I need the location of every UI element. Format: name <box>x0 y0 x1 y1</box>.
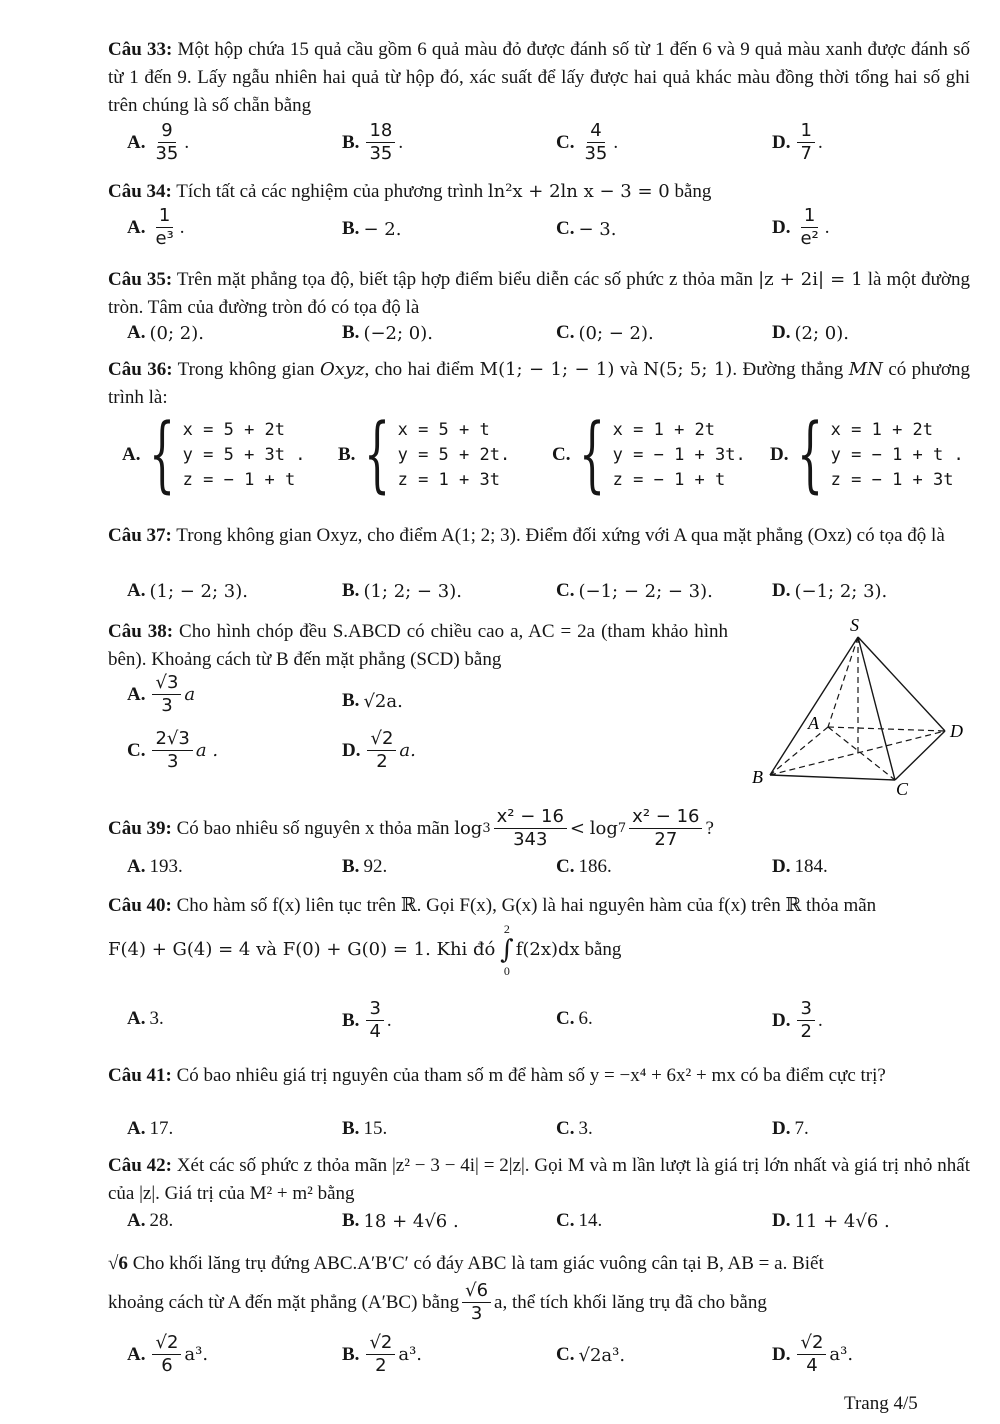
numerator: √3 <box>152 672 181 695</box>
option-value: 14. <box>578 1210 603 1231</box>
option-c[interactable] <box>556 1344 625 1366</box>
option-label: A. <box>127 1118 146 1139</box>
space-name: Oxyz <box>319 359 365 380</box>
option-label: B. <box>342 580 360 601</box>
option-label: D. <box>772 1118 791 1139</box>
option-tail: a³. <box>829 1344 854 1365</box>
system-line: z = − 1 + t <box>612 469 726 490</box>
vertex-d: D <box>950 721 963 741</box>
fraction <box>797 120 814 165</box>
option-value: 186. <box>578 856 612 877</box>
option-b[interactable] <box>338 407 511 502</box>
question-number: Câu 37: <box>108 525 172 546</box>
less-than: < <box>569 817 586 839</box>
question-text: Trên mặt phẳng tọa độ, biết tập hợp điểm biểu diễn các số phức z thỏa mãn <box>176 269 754 290</box>
fraction <box>629 806 702 851</box>
option-d[interactable] <box>772 322 849 344</box>
option-label: B. <box>338 444 356 465</box>
option-value: (−1; − 2; − 3). <box>578 580 713 602</box>
question-33 <box>108 36 970 120</box>
option-label: A. <box>127 683 146 705</box>
question-number: Câu 39: <box>108 817 172 839</box>
option-a[interactable] <box>127 322 204 344</box>
edge-sc <box>858 637 895 780</box>
fraction <box>366 1332 395 1377</box>
option-c[interactable] <box>556 218 616 240</box>
question-text: , cho hai điểm <box>364 359 475 380</box>
question-text: Trong không gian Oxyz, cho điểm A(1; 2; 3). Điểm đối xứng với A qua mặt phẳng (Oxz) có tọa độ là <box>176 525 945 546</box>
option-b[interactable] <box>342 1210 459 1232</box>
option-label: D. <box>772 580 791 601</box>
option-label: A. <box>127 131 146 153</box>
denominator: 343 <box>513 829 548 850</box>
option-c[interactable] <box>552 407 746 502</box>
option-label: A. <box>127 216 146 238</box>
numerator: x² − 16 <box>494 806 567 829</box>
log-base: 7 <box>617 820 627 836</box>
question-text: Xét các số phức z thỏa mãn |z² − 3 − 4i| = 2|z|. Gọi M và m lần lượt là giá trị lớn nhất và giá trị nhỏ nhất của |z|. Giá trị của M² + m² bằng <box>108 1155 970 1204</box>
question-number: Câu 34: <box>108 181 172 202</box>
vertex-b: B <box>752 767 763 787</box>
system-line: x = 5 + t <box>397 419 490 440</box>
option-label: C. <box>556 131 575 153</box>
question-end: bằng <box>584 939 622 960</box>
log-symbol: log <box>589 817 618 839</box>
question-text: Tích tất cả các nghiệm của phương trình <box>176 181 484 202</box>
option-c[interactable] <box>127 728 218 773</box>
system-line: z = − 1 + 3t <box>830 469 954 490</box>
question-end: là một đường tròn. Tâm của đường tròn đó có tọa độ là <box>108 269 971 318</box>
question-43 <box>108 1250 970 1278</box>
option-value: 6. <box>578 1008 593 1029</box>
option-label: A. <box>127 322 146 343</box>
integral-icon: 2 ∫ 0 <box>500 922 514 978</box>
option-tail: a <box>184 684 196 705</box>
option-label: B. <box>342 1009 360 1031</box>
fraction <box>797 205 821 250</box>
denominator: 2 <box>375 1355 387 1376</box>
denominator: 27 <box>654 829 678 850</box>
option-label: A. <box>127 580 146 601</box>
option-label: B. <box>342 1343 360 1365</box>
option-a[interactable] <box>127 1210 173 1232</box>
fraction <box>494 806 567 851</box>
numerator: 18 <box>366 120 395 143</box>
upper-bound: 2 <box>503 922 510 936</box>
option-value: (−1; 2; 3). <box>794 580 888 602</box>
option-a[interactable] <box>127 856 183 878</box>
option-c[interactable] <box>556 856 612 878</box>
option-b[interactable] <box>342 856 387 878</box>
question-40 <box>108 892 970 920</box>
option-value: 92. <box>363 856 388 877</box>
option-label: C. <box>556 1008 575 1029</box>
denominator: 3 <box>161 695 173 716</box>
equation-system <box>144 407 306 502</box>
fraction <box>797 1332 826 1377</box>
option-tail: a . <box>195 740 219 761</box>
option-label: A. <box>127 1008 146 1029</box>
equation: ln²x + 2ln x − 3 = 0 <box>487 181 670 202</box>
option-value: (1; 2; − 3). <box>363 580 462 602</box>
option-value: 28. <box>149 1210 174 1231</box>
option-d[interactable] <box>772 205 830 250</box>
option-tail: a. <box>399 740 416 761</box>
page-footer: Trang 4/5 <box>844 1393 918 1414</box>
system-line: x = 1 + 2t <box>830 419 934 440</box>
question-end: bằng <box>674 181 712 202</box>
question-number: √6 <box>108 1253 128 1274</box>
option-tail: . <box>179 216 185 238</box>
question-number: Câu 35: <box>108 269 173 290</box>
fraction <box>152 120 181 165</box>
edge-cd <box>895 731 945 780</box>
numerator: √2 <box>797 1332 826 1355</box>
question-40-cont <box>108 922 970 978</box>
option-value: √2a³. <box>578 1344 626 1366</box>
option-label: C. <box>556 1118 575 1139</box>
denominator: 3 <box>166 751 179 772</box>
fraction <box>366 120 395 165</box>
question-34 <box>108 178 970 206</box>
denominator: 4 <box>369 1021 381 1042</box>
option-d[interactable] <box>772 998 823 1043</box>
edge-sa <box>828 637 858 727</box>
option-tail: . <box>824 216 830 238</box>
option-a[interactable] <box>127 580 248 602</box>
option-value: 3. <box>149 1008 164 1029</box>
question-text: Có bao nhiêu giá trị nguyên của tham số m để hàm số y = −x⁴ + 6x² + mx có ba điểm cực trị? <box>176 1065 886 1086</box>
question-text: Cho hàm số f(x) liên tục trên ℝ. Gọi F(x), G(x) là hai nguyên hàm của f(x) trên ℝ thỏa mãn <box>176 895 877 916</box>
edge-ad <box>828 727 945 731</box>
option-b[interactable] <box>342 1332 422 1377</box>
option-label: A. <box>122 444 141 465</box>
option-tail: . <box>817 131 823 153</box>
numerator: 1 <box>797 120 814 143</box>
question-text: Trong không gian <box>177 359 315 380</box>
system-line: x = 5 + 2t <box>182 419 286 440</box>
option-tail: . <box>184 131 190 153</box>
option-b[interactable] <box>342 120 403 165</box>
denominator: e³ <box>155 228 174 249</box>
option-a[interactable] <box>127 120 189 165</box>
question-number: Câu 36: <box>108 359 173 380</box>
option-b[interactable] <box>342 998 392 1043</box>
question-number: Câu 40: <box>108 895 172 916</box>
numerator: 3 <box>797 998 814 1021</box>
option-value: − 3. <box>578 218 617 240</box>
option-label: D. <box>772 322 791 343</box>
answer-row-40 <box>0 998 1000 1048</box>
system-line: x = 1 + 2t <box>612 419 716 440</box>
option-d[interactable] <box>772 1118 809 1140</box>
option-label: D. <box>772 1210 791 1231</box>
option-value: 11 + 4√6 . <box>794 1210 890 1232</box>
option-d[interactable] <box>772 1332 853 1377</box>
option-value: √2a. <box>363 690 403 712</box>
answer-row-36 <box>0 407 1000 506</box>
option-label: D. <box>772 216 791 238</box>
option-label: A. <box>127 856 146 877</box>
option-label: C. <box>556 1344 575 1365</box>
option-value: 3. <box>578 1118 593 1139</box>
numerator: √6 <box>462 1280 491 1303</box>
option-label: D. <box>772 856 791 877</box>
question-text: . Đường thẳng <box>732 359 844 380</box>
log-base: 3 <box>482 820 491 836</box>
option-d[interactable] <box>772 120 823 165</box>
denominator: 2 <box>376 751 388 772</box>
question-37 <box>108 522 970 550</box>
point-m: M(1; − 1; − 1) <box>479 359 615 380</box>
question-text: Cho khối lăng trụ đứng ABC.A′B′C′ có đáy ABC là tam giác vuông cân tại B, AB = a. Biết <box>132 1253 824 1274</box>
option-label: C. <box>127 739 146 761</box>
question-38 <box>108 618 728 674</box>
vertex-a: A <box>808 713 819 733</box>
option-b[interactable] <box>342 690 403 712</box>
option-tail: . <box>817 1009 823 1031</box>
fraction <box>367 728 396 773</box>
option-d[interactable] <box>772 1210 890 1232</box>
numerator: 4 <box>587 120 604 143</box>
option-value: 18 + 4√6 . <box>363 1210 459 1232</box>
option-value: − 2. <box>363 218 402 240</box>
denominator: 2 <box>800 1021 812 1042</box>
option-label: B. <box>342 131 360 153</box>
option-value: (1; − 2; 3). <box>149 580 248 602</box>
option-label: B. <box>342 218 360 239</box>
edge-bc <box>770 775 895 780</box>
fraction <box>797 998 814 1043</box>
option-d[interactable] <box>772 856 828 878</box>
question-text: Có bao nhiêu số nguyên x thỏa mãn <box>176 817 450 839</box>
option-label: D. <box>772 1343 791 1365</box>
system-line: y = − 1 + t . <box>830 444 964 465</box>
fraction <box>152 672 181 717</box>
option-label: D. <box>342 739 361 761</box>
question-text: có phương trình là: <box>108 359 971 408</box>
answer-row-38 <box>0 672 720 792</box>
option-value: (0; − 2). <box>578 322 654 344</box>
option-c[interactable] <box>556 322 654 344</box>
numerator: √2 <box>152 1332 181 1355</box>
option-label: C. <box>556 218 575 239</box>
option-label: B. <box>342 322 360 343</box>
fraction <box>152 1332 181 1377</box>
option-b[interactable] <box>342 322 433 344</box>
question-43-cont <box>108 1280 970 1325</box>
brace-icon: { <box>797 407 824 502</box>
question-number: Câu 41: <box>108 1065 172 1086</box>
edge-ac <box>828 727 895 780</box>
question-number: Câu 42: <box>108 1155 172 1176</box>
fraction <box>581 120 610 165</box>
system-line: y = 5 + 2t. <box>397 444 511 465</box>
option-label: C. <box>556 580 575 601</box>
option-c[interactable] <box>556 580 713 602</box>
fraction <box>152 205 176 250</box>
equation-system <box>792 407 964 502</box>
question-41 <box>108 1062 970 1090</box>
vertex-s: S <box>850 615 859 635</box>
fraction <box>462 1280 491 1325</box>
line-name: MN <box>848 359 883 380</box>
option-label: C. <box>556 856 575 877</box>
option-tail: . <box>386 1009 392 1031</box>
conjunction: và <box>619 359 638 380</box>
option-label: D. <box>772 1009 791 1031</box>
option-value: 7. <box>794 1118 809 1139</box>
option-c[interactable] <box>556 1008 593 1030</box>
question-35 <box>108 266 970 322</box>
option-a[interactable] <box>127 672 195 717</box>
option-value: 184. <box>794 856 828 877</box>
numerator: 1 <box>801 205 818 228</box>
numerator: x² − 16 <box>629 806 702 829</box>
denominator: 6 <box>161 1355 173 1376</box>
option-value: 15. <box>363 1118 388 1139</box>
option-value: 17. <box>149 1118 174 1139</box>
option-d[interactable] <box>342 728 416 773</box>
option-c[interactable] <box>556 1118 593 1140</box>
option-tail: a³. <box>398 1344 423 1365</box>
condition: F(4) + G(4) = 4 và F(0) + G(0) = 1. Khi đó <box>108 939 496 960</box>
option-a[interactable] <box>127 205 185 250</box>
option-label: C. <box>556 322 575 343</box>
option-label: C. <box>552 444 571 465</box>
question-text: khoảng cách từ A đến mặt phẳng (A′BC) bằng <box>108 1291 460 1313</box>
option-a[interactable] <box>122 407 306 502</box>
option-tail: a³. <box>184 1344 209 1365</box>
option-c[interactable] <box>556 1210 602 1232</box>
option-c[interactable] <box>556 120 618 165</box>
answer-row-33 <box>0 120 1000 170</box>
brace-icon: { <box>579 407 606 502</box>
option-label: A. <box>127 1343 146 1365</box>
option-a[interactable] <box>127 1118 173 1140</box>
option-b[interactable] <box>342 1118 387 1140</box>
question-36 <box>108 356 970 412</box>
option-a[interactable] <box>127 1008 164 1030</box>
question-number: Câu 33: <box>108 39 173 60</box>
option-label: A. <box>127 1210 146 1231</box>
denominator: 7 <box>800 143 812 164</box>
option-value: (0; 2). <box>149 322 204 344</box>
lower-bound: 0 <box>503 964 510 978</box>
option-label: D. <box>772 131 791 153</box>
question-42 <box>108 1152 970 1208</box>
edge-sd <box>858 637 945 731</box>
question-number: Câu 38: <box>108 621 174 642</box>
answer-row-43 <box>0 1332 1000 1382</box>
pyramid-figure <box>750 615 980 800</box>
option-label: B. <box>342 1210 360 1231</box>
numerator: 1 <box>156 205 173 228</box>
brace-icon: { <box>364 407 391 502</box>
option-b[interactable] <box>342 218 401 240</box>
option-d[interactable] <box>772 580 887 602</box>
option-label: D. <box>770 444 789 465</box>
question-text: Cho hình chóp đều S.ABCD có chiều cao a, AC = 2a (tham khảo hình bên). Khoảng cách từ B đến mặt phẳng (SCD) bằng <box>108 621 729 670</box>
equation: |z + 2i| = 1 <box>758 269 863 290</box>
integrand: f(2x)dx <box>515 939 580 960</box>
equation-system <box>359 407 511 502</box>
answer-row-34 <box>0 205 1000 255</box>
system-line: z = 1 + 3t <box>397 469 500 490</box>
question-text: a, thể tích khối lăng trụ đã cho bằng <box>494 1291 767 1313</box>
question-text: Một hộp chứa 15 quả cầu gồm 6 quả màu đỏ được đánh số từ 1 đến 6 và 9 quả màu xanh được đánh số từ 1 đến 9. Lấy ngẫu nhiên hai quả từ hộp đó, xác suất để lấy được hai quả khác màu đồng thời tổng hai số ghi trên chúng là số chẵn bằng <box>108 39 971 116</box>
option-d[interactable] <box>770 407 964 502</box>
edge-ab <box>770 727 828 775</box>
option-label: B. <box>342 690 360 711</box>
numerator: 9 <box>158 120 175 143</box>
system-line: z = − 1 + t <box>182 469 296 490</box>
option-tail: . <box>613 131 619 153</box>
denominator: 35 <box>155 143 179 164</box>
numerator: 3 <box>366 998 383 1021</box>
option-label: C. <box>556 1210 575 1231</box>
point-n: N(5; 5; 1) <box>643 359 733 380</box>
option-a[interactable] <box>127 1332 208 1377</box>
fraction <box>366 998 383 1043</box>
option-value: 193. <box>149 856 183 877</box>
option-b[interactable] <box>342 580 462 602</box>
option-label: B. <box>342 1118 360 1139</box>
system-line: y = 5 + 3t . <box>182 444 306 465</box>
option-tail: . <box>398 131 404 153</box>
denominator: 35 <box>584 143 608 164</box>
denominator: 4 <box>806 1355 818 1376</box>
system-line: y = − 1 + 3t. <box>612 444 746 465</box>
option-value: (−2; 0). <box>363 322 433 344</box>
brace-icon: { <box>149 407 176 502</box>
option-value: (2; 0). <box>794 322 849 344</box>
vertex-c: C <box>896 779 909 799</box>
numerator: √2 <box>367 728 396 751</box>
denominator: e² <box>800 228 819 249</box>
fraction <box>152 728 192 773</box>
numerator: √2 <box>366 1332 395 1355</box>
denominator: 3 <box>470 1303 483 1324</box>
option-label: B. <box>342 856 360 877</box>
question-39 <box>108 806 970 851</box>
log-symbol: log <box>454 817 483 839</box>
equation-system <box>574 407 746 502</box>
denominator: 35 <box>369 143 393 164</box>
edge-sb <box>770 637 858 775</box>
numerator: 2√3 <box>152 728 192 751</box>
question-end: ? <box>705 817 714 839</box>
